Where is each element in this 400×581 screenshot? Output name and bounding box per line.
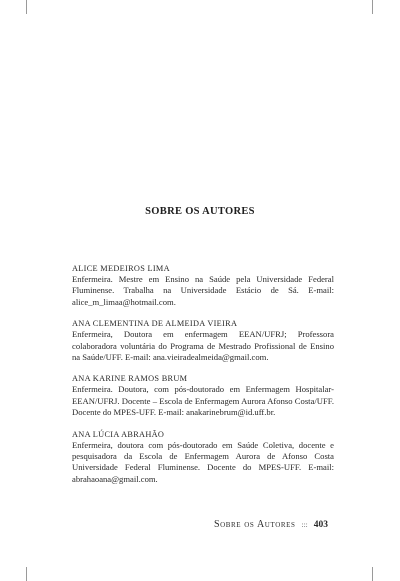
author-bio: Enfermeira. Doutora, com pós-doutorado em Enfermagem Hospitalar-EEAN/UFRJ. Docente – Escola de Enfermagem Aurora Afonso Costa/UFF. Docente do MPES-UFF. E-mail: anakarinebrum@id.uff.br. <box>72 384 334 418</box>
crop-mark-bottom-left <box>26 567 27 581</box>
page-footer <box>214 519 328 530</box>
author-bio: Enfermeira, doutora com pós-doutorado em Saúde Coletiva, docente e pesquisadora da Escola de Enfermagem Aurora de Afonso Costa Universidade Federal Fluminense. Docente do MPES-UFF. E-mail: abrahaoana@gmail.com. <box>72 439 334 484</box>
author-name: ANA CLEMENTINA DE ALMEIDA VIEIRA <box>72 319 238 329</box>
crop-mark-bottom-right <box>372 567 373 581</box>
author-name: ALICE MEDEIROS LIMA <box>72 264 170 273</box>
section-title: SOBRE OS AUTORES <box>145 206 255 217</box>
author-entry <box>72 318 334 363</box>
crop-mark-top-left <box>26 0 27 14</box>
author-bio: Enfermeira. Mestre em Ensino na Saúde pela Universidade Federal Fluminense. Trabalha na Universidade Estácio de Sá. E-mail: alice_m_limaa@hotmail.com. <box>72 274 334 307</box>
running-title: Sobre os Autores <box>213 519 296 530</box>
page-number: 403 <box>313 520 328 530</box>
crop-mark-top-right <box>372 0 373 14</box>
author-name: ANA LÚCIA ABRAHÃO <box>72 429 165 439</box>
author-name: ANA KARINE RAMOS BRUM <box>72 374 188 384</box>
footer-separator: ::: <box>301 520 308 529</box>
author-bio: Enfermeira, Doutora em enfermagem EEAN/UFRJ; Professora colaboradora voluntária do Programa de Mestrado Profissional de Ensino na Saúde/UFF. E-mail: ana.vieiradealmeida@gmail.com. <box>72 329 334 363</box>
author-entry <box>72 373 334 418</box>
author-entry <box>72 263 334 308</box>
author-list <box>72 263 334 495</box>
author-entry <box>72 429 334 486</box>
